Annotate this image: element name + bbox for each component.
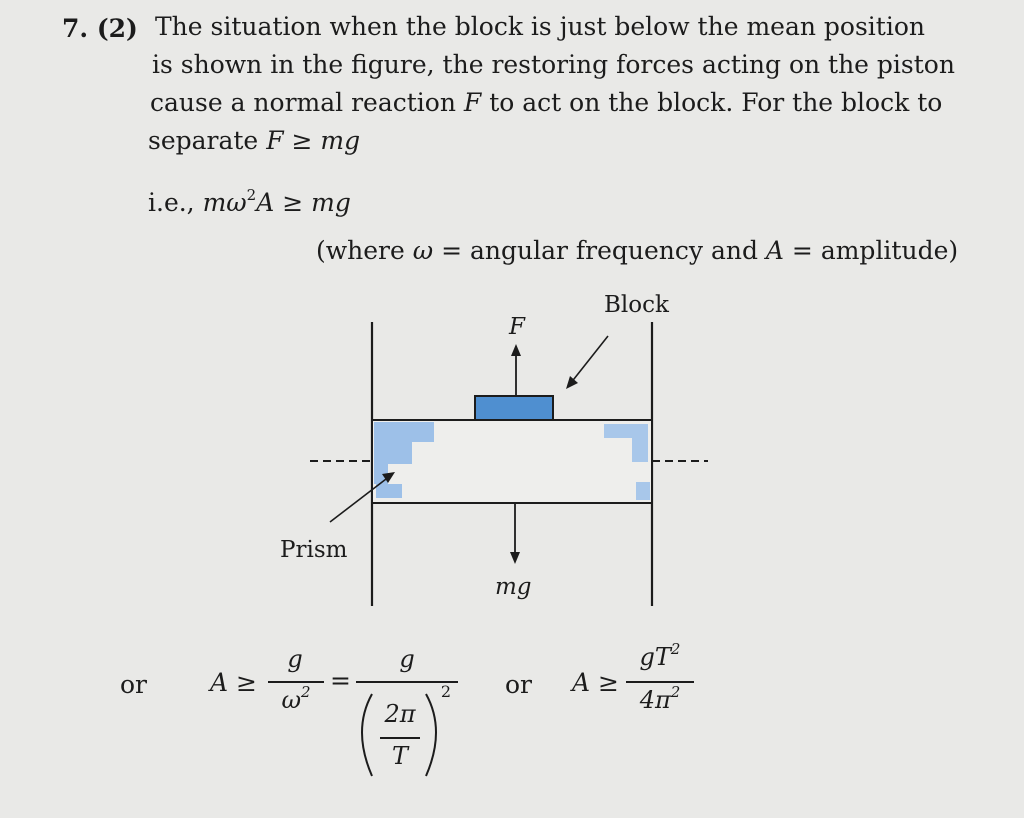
inequality-lhs-1: A ≥ — [210, 668, 257, 697]
problem-index: 7. — [62, 14, 89, 43]
or-label-2: or — [505, 670, 533, 699]
fraction-2-num: g — [399, 645, 415, 673]
force-symbol: F — [463, 88, 482, 117]
fraction-3-num — [626, 640, 694, 671]
fraction-3-num-base: gT — [639, 643, 671, 671]
block-label: Block — [604, 292, 669, 318]
inner-num: 2π — [384, 700, 416, 728]
fraction-1-den-base: ω — [281, 686, 302, 714]
force-label: F — [509, 314, 525, 340]
equals-sign: = — [330, 666, 351, 695]
fraction-3-den-base: 4π — [639, 686, 671, 714]
fraction-3-den — [626, 683, 694, 714]
ie-prefix: i.e., — [148, 188, 203, 217]
prism-label: Prism — [280, 537, 348, 563]
paragraph-line-1: The situation when the block is just below the mean position — [155, 12, 925, 41]
fraction-1-den-exp: 2 — [301, 683, 311, 701]
fraction-3-den-exp: 2 — [670, 683, 681, 701]
fraction-3-bar — [626, 681, 694, 683]
right-paren — [426, 694, 436, 776]
where-A: A — [765, 236, 784, 265]
fraction-3-num-exp: 2 — [670, 640, 681, 658]
inner-bar — [380, 737, 420, 739]
inner-den: T — [391, 742, 408, 770]
or-label-1: or — [120, 670, 148, 699]
paragraph-line-3-b: to act on the block. For the block to — [481, 88, 943, 117]
ie-exp: 2 — [246, 186, 257, 204]
weight-label: mg — [495, 574, 532, 600]
ie-lhs: mω — [202, 188, 247, 217]
where-mid: = angular frequency and — [433, 236, 766, 265]
separation-condition: F ≥ mg — [266, 126, 361, 155]
paragraph-line-4-a: separate — [148, 126, 267, 155]
left-paren — [362, 694, 372, 776]
where-open: (where — [316, 236, 413, 265]
paragraph-line-2: is shown in the figure, the restoring forces acting on the piston — [152, 50, 955, 79]
ie-rest: A ≥ mg — [256, 188, 351, 217]
paren-exp: 2 — [440, 682, 452, 701]
fraction-1-num: g — [287, 645, 303, 673]
inequality-lhs-2: A ≥ — [572, 668, 619, 697]
where-omega: ω — [412, 236, 434, 265]
where-end: = amplitude) — [783, 236, 959, 265]
problem-part: (2) — [96, 14, 138, 43]
paragraph-line-3-a: cause a normal reaction — [150, 88, 464, 117]
